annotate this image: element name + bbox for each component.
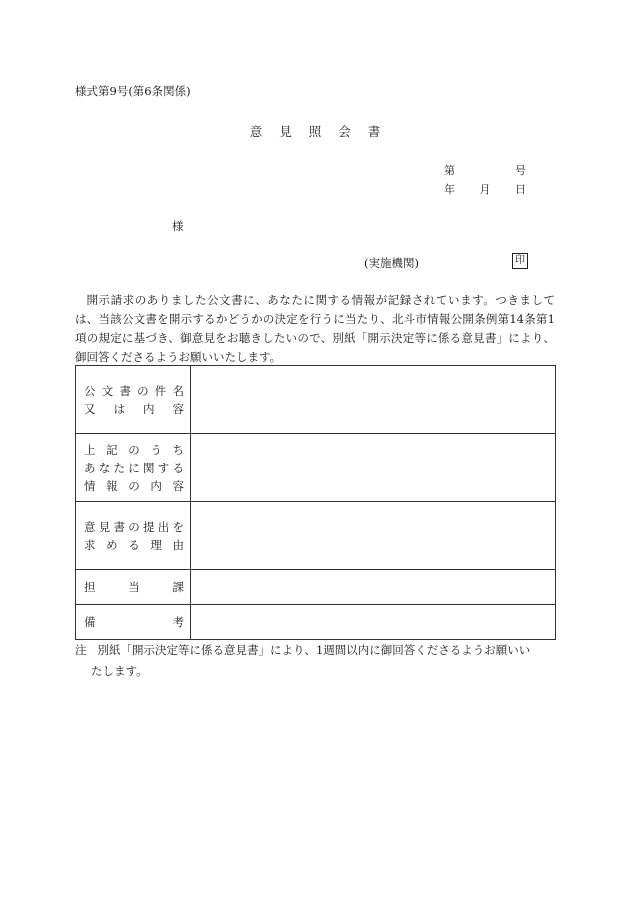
table-row: [76, 605, 556, 640]
row-label: [76, 434, 191, 502]
seal-mark: 印: [512, 253, 528, 269]
doc-number-suffix: 号: [515, 164, 526, 177]
row-label: [76, 605, 191, 640]
agency-label: (実施機関): [364, 256, 419, 270]
row-label-line: 備 考: [84, 615, 184, 629]
footnote: [75, 640, 560, 682]
row-label-line: 公 文 書 の 件 名: [84, 383, 184, 398]
row-label: [76, 570, 191, 605]
date-month: 月: [479, 183, 491, 196]
footnote-marker: 注: [75, 643, 87, 657]
date-line: [444, 181, 526, 197]
row-label: [76, 366, 191, 434]
document-title: 意見照会書: [249, 124, 398, 139]
row-label-line: 上 記 の う ち: [84, 442, 184, 457]
row-value-cell[interactable]: [191, 502, 556, 570]
table-row: [76, 570, 556, 605]
footnote-text-2: たします。: [91, 664, 148, 678]
row-label-line: 担 当 課: [84, 580, 184, 594]
doc-number-prefix: 第: [444, 164, 455, 177]
document-number-line: [444, 162, 526, 178]
footnote-text-1: 別紙「開示決定等に係る意見書」により、1週間以内に御回答くださるようお願いい: [97, 643, 531, 657]
row-label-line: あ な た に 関 す る: [84, 460, 184, 475]
row-value-cell[interactable]: [191, 605, 556, 640]
row-value-cell[interactable]: [191, 434, 556, 502]
inquiry-table: [75, 365, 556, 640]
row-label-line: 求 め る 理 由: [84, 537, 184, 552]
footnote-line-1: [75, 640, 560, 661]
form-number: 様式第9号(第6条関係): [75, 84, 191, 98]
row-value-cell[interactable]: [191, 366, 556, 434]
table-row: [76, 434, 556, 502]
row-label: [76, 502, 191, 570]
row-label-line: 意 見 書 の 提 出 を: [84, 519, 184, 534]
table-row: [76, 366, 556, 434]
table-row: [76, 502, 556, 570]
row-label-line: 又 は 内 容: [84, 401, 184, 416]
date-day: 日: [515, 183, 526, 196]
row-label-line: 情 報 の 内 容: [84, 478, 184, 493]
addressee-suffix: 様: [172, 219, 184, 233]
body-paragraph: 開示請求のありました公文書に、あなたに関する情報が記録されています。つきましては、当該公文書を開示するかどうかの決定を行うに当たり、北斗市情報公開条例第14条第1項の規定に基づき、御意見をお聴きしたいので、別紙「開示決定等に係る意見書」により、御回答くださるようお願いいたします。: [75, 293, 555, 364]
row-value-cell[interactable]: [191, 570, 556, 605]
date-year: 年: [444, 183, 455, 196]
